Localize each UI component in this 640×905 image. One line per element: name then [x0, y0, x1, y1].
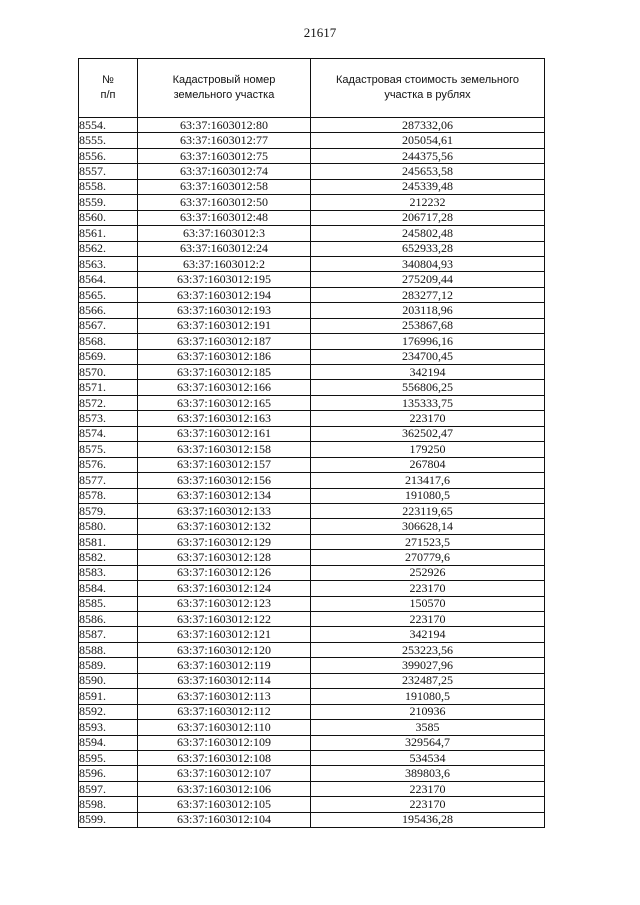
cadastral-id-cell: 63:37:1603012:120	[138, 642, 311, 657]
row-number-cell: 8559.	[79, 195, 138, 210]
cadastral-value-cell: 399027,96	[311, 658, 545, 673]
table-row	[79, 565, 545, 580]
cadastral-id-cell: 63:37:1603012:108	[138, 750, 311, 765]
row-number-cell: 8594.	[79, 735, 138, 750]
table-row	[79, 704, 545, 719]
cadastral-id-cell: 63:37:1603012:128	[138, 550, 311, 565]
cadastral-value-cell: 342194	[311, 365, 545, 380]
row-number-cell: 8596.	[79, 766, 138, 781]
cadastral-value-cell: 179250	[311, 442, 545, 457]
cadastral-id-cell: 63:37:1603012:186	[138, 349, 311, 364]
table-row	[79, 797, 545, 812]
table-row	[79, 148, 545, 163]
table-row	[79, 612, 545, 627]
cadastral-value-cell: 3585	[311, 720, 545, 735]
cadastral-value-cell: 150570	[311, 596, 545, 611]
cadastral-id-cell: 63:37:1603012:158	[138, 442, 311, 457]
cadastral-id-cell: 63:37:1603012:119	[138, 658, 311, 673]
table-row	[79, 195, 545, 210]
cadastral-id-cell: 63:37:1603012:121	[138, 627, 311, 642]
cadastral-value-cell: 212232	[311, 195, 545, 210]
cadastral-id-cell: 63:37:1603012:109	[138, 735, 311, 750]
row-number-cell: 8561.	[79, 226, 138, 241]
row-number-cell: 8573.	[79, 411, 138, 426]
header-cadastral-id	[138, 59, 311, 118]
table-row	[79, 627, 545, 642]
table-row	[79, 550, 545, 565]
table-row	[79, 179, 545, 194]
cadastral-value-cell: 176996,16	[311, 334, 545, 349]
cadastral-value-cell: 271523,5	[311, 534, 545, 549]
row-number-cell: 8578.	[79, 488, 138, 503]
row-number-cell: 8558.	[79, 179, 138, 194]
row-number-cell: 8564.	[79, 272, 138, 287]
cadastral-value-cell: 270779,6	[311, 550, 545, 565]
table-row	[79, 256, 545, 271]
cadastral-value-cell: 205054,61	[311, 133, 545, 148]
cadastral-id-cell: 63:37:1603012:110	[138, 720, 311, 735]
table-row	[79, 488, 545, 503]
header-cadastral-value-line1: Кадастровая стоимость земельного	[336, 74, 519, 86]
cadastral-value-cell: 223119,65	[311, 503, 545, 518]
row-number-cell: 8556.	[79, 148, 138, 163]
cadastral-value-cell: 232487,25	[311, 673, 545, 688]
cadastral-id-cell: 63:37:1603012:105	[138, 797, 311, 812]
row-number-cell: 8582.	[79, 550, 138, 565]
row-number-cell: 8584.	[79, 581, 138, 596]
cadastral-id-cell: 63:37:1603012:3	[138, 226, 311, 241]
cadastral-value-cell: 223170	[311, 612, 545, 627]
cadastral-value-cell: 340804,93	[311, 256, 545, 271]
cadastral-value-table	[78, 58, 545, 828]
cadastral-id-cell: 63:37:1603012:104	[138, 812, 311, 827]
cadastral-value-cell: 342194	[311, 627, 545, 642]
table-row	[79, 735, 545, 750]
cadastral-id-cell: 63:37:1603012:50	[138, 195, 311, 210]
row-number-cell: 8585.	[79, 596, 138, 611]
table-row	[79, 519, 545, 534]
cadastral-id-cell: 63:37:1603012:75	[138, 148, 311, 163]
table-row	[79, 750, 545, 765]
table-row	[79, 226, 545, 241]
table-row	[79, 503, 545, 518]
table-row	[79, 766, 545, 781]
cadastral-id-cell: 63:37:1603012:166	[138, 380, 311, 395]
cadastral-value-cell: 223170	[311, 411, 545, 426]
cadastral-value-cell: 253223,56	[311, 642, 545, 657]
row-number-cell: 8568.	[79, 334, 138, 349]
row-number-cell: 8567.	[79, 318, 138, 333]
table-row	[79, 457, 545, 472]
cadastral-id-cell: 63:37:1603012:193	[138, 303, 311, 318]
table-row	[79, 642, 545, 657]
cadastral-value-cell: 287332,06	[311, 118, 545, 133]
table-row	[79, 781, 545, 796]
table-row	[79, 812, 545, 827]
table-row	[79, 720, 545, 735]
cadastral-value-cell: 267804	[311, 457, 545, 472]
cadastral-value-cell: 329564,7	[311, 735, 545, 750]
row-number-cell: 8580.	[79, 519, 138, 534]
cadastral-value-cell: 223170	[311, 781, 545, 796]
cadastral-id-cell: 63:37:1603012:163	[138, 411, 311, 426]
table-row	[79, 395, 545, 410]
row-number-cell: 8563.	[79, 256, 138, 271]
row-number-cell: 8586.	[79, 612, 138, 627]
header-cadastral-value	[311, 59, 545, 118]
table-row	[79, 210, 545, 225]
cadastral-id-cell: 63:37:1603012:48	[138, 210, 311, 225]
table-row	[79, 318, 545, 333]
table-row	[79, 380, 545, 395]
cadastral-value-cell: 556806,25	[311, 380, 545, 395]
cadastral-value-cell: 195436,28	[311, 812, 545, 827]
cadastral-id-cell: 63:37:1603012:195	[138, 272, 311, 287]
row-number-cell: 8593.	[79, 720, 138, 735]
header-number-line1: №	[102, 74, 114, 86]
cadastral-id-cell: 63:37:1603012:185	[138, 365, 311, 380]
header-cadastral-id-line1: Кадастровый номер	[172, 74, 276, 86]
cadastral-id-cell: 63:37:1603012:133	[138, 503, 311, 518]
cadastral-value-cell: 203118,96	[311, 303, 545, 318]
table-row	[79, 241, 545, 256]
row-number-cell: 8571.	[79, 380, 138, 395]
row-number-cell: 8589.	[79, 658, 138, 673]
table-header	[79, 59, 545, 118]
table-row	[79, 164, 545, 179]
cadastral-value-cell: 245339,48	[311, 179, 545, 194]
table-row	[79, 534, 545, 549]
cadastral-id-cell: 63:37:1603012:112	[138, 704, 311, 719]
cadastral-value-cell: 275209,44	[311, 272, 545, 287]
row-number-cell: 8570.	[79, 365, 138, 380]
row-number-cell: 8574.	[79, 426, 138, 441]
cadastral-id-cell: 63:37:1603012:2	[138, 256, 311, 271]
table-row	[79, 581, 545, 596]
table-row	[79, 596, 545, 611]
table-row	[79, 658, 545, 673]
cadastral-value-cell: 234700,45	[311, 349, 545, 364]
cadastral-value-cell: 213417,6	[311, 473, 545, 488]
cadastral-id-cell: 63:37:1603012:165	[138, 395, 311, 410]
cadastral-value-cell: 191080,5	[311, 689, 545, 704]
cadastral-value-cell: 283277,12	[311, 287, 545, 302]
cadastral-value-cell: 306628,14	[311, 519, 545, 534]
table-row	[79, 426, 545, 441]
table-row	[79, 473, 545, 488]
header-number-line2: п/п	[100, 89, 116, 101]
table-row	[79, 411, 545, 426]
header-cadastral-value-line2: участка в рублях	[384, 89, 471, 101]
cadastral-id-cell: 63:37:1603012:134	[138, 488, 311, 503]
cadastral-id-cell: 63:37:1603012:161	[138, 426, 311, 441]
header-number	[79, 59, 138, 118]
cadastral-value-cell: 135333,75	[311, 395, 545, 410]
row-number-cell: 8576.	[79, 457, 138, 472]
cadastral-value-cell: 252926	[311, 565, 545, 580]
table-row	[79, 287, 545, 302]
table-row	[79, 118, 545, 133]
cadastral-id-cell: 63:37:1603012:194	[138, 287, 311, 302]
cadastral-value-cell: 652933,28	[311, 241, 545, 256]
cadastral-value-cell: 223170	[311, 797, 545, 812]
table-row	[79, 673, 545, 688]
cadastral-id-cell: 63:37:1603012:157	[138, 457, 311, 472]
table-row	[79, 689, 545, 704]
cadastral-id-cell: 63:37:1603012:122	[138, 612, 311, 627]
cadastral-value-cell: 534534	[311, 750, 545, 765]
cadastral-value-cell: 244375,56	[311, 148, 545, 163]
cadastral-id-cell: 63:37:1603012:58	[138, 179, 311, 194]
header-cadastral-id-line2: земельного участка	[173, 89, 275, 101]
cadastral-id-cell: 63:37:1603012:77	[138, 133, 311, 148]
cadastral-id-cell: 63:37:1603012:74	[138, 164, 311, 179]
table-row	[79, 349, 545, 364]
row-number-cell: 8598.	[79, 797, 138, 812]
cadastral-id-cell: 63:37:1603012:80	[138, 118, 311, 133]
row-number-cell: 8554.	[79, 118, 138, 133]
table-body	[79, 118, 545, 828]
cadastral-value-cell: 245802,48	[311, 226, 545, 241]
row-number-cell: 8565.	[79, 287, 138, 302]
cadastral-value-cell: 223170	[311, 581, 545, 596]
cadastral-value-cell: 253867,68	[311, 318, 545, 333]
cadastral-id-cell: 63:37:1603012:106	[138, 781, 311, 796]
cadastral-value-cell: 206717,28	[311, 210, 545, 225]
row-number-cell: 8572.	[79, 395, 138, 410]
row-number-cell: 8583.	[79, 565, 138, 580]
row-number-cell: 8592.	[79, 704, 138, 719]
cadastral-id-cell: 63:37:1603012:132	[138, 519, 311, 534]
row-number-cell: 8569.	[79, 349, 138, 364]
row-number-cell: 8581.	[79, 534, 138, 549]
row-number-cell: 8560.	[79, 210, 138, 225]
row-number-cell: 8555.	[79, 133, 138, 148]
cadastral-value-cell: 362502,47	[311, 426, 545, 441]
row-number-cell: 8595.	[79, 750, 138, 765]
table-row	[79, 334, 545, 349]
cadastral-id-cell: 63:37:1603012:156	[138, 473, 311, 488]
table-row	[79, 133, 545, 148]
row-number-cell: 8577.	[79, 473, 138, 488]
row-number-cell: 8597.	[79, 781, 138, 796]
row-number-cell: 8566.	[79, 303, 138, 318]
cadastral-value-cell: 389803,6	[311, 766, 545, 781]
row-number-cell: 8562.	[79, 241, 138, 256]
table-row	[79, 272, 545, 287]
cadastral-id-cell: 63:37:1603012:129	[138, 534, 311, 549]
row-number-cell: 8587.	[79, 627, 138, 642]
header-row	[79, 59, 545, 118]
cadastral-id-cell: 63:37:1603012:113	[138, 689, 311, 704]
row-number-cell: 8599.	[79, 812, 138, 827]
cadastral-id-cell: 63:37:1603012:187	[138, 334, 311, 349]
table-row	[79, 365, 545, 380]
row-number-cell: 8590.	[79, 673, 138, 688]
cadastral-id-cell: 63:37:1603012:107	[138, 766, 311, 781]
table-row	[79, 442, 545, 457]
cadastral-id-cell: 63:37:1603012:114	[138, 673, 311, 688]
cadastral-id-cell: 63:37:1603012:124	[138, 581, 311, 596]
cadastral-id-cell: 63:37:1603012:191	[138, 318, 311, 333]
cadastral-value-cell: 245653,58	[311, 164, 545, 179]
cadastral-id-cell: 63:37:1603012:123	[138, 596, 311, 611]
cadastral-value-cell: 191080,5	[311, 488, 545, 503]
row-number-cell: 8575.	[79, 442, 138, 457]
row-number-cell: 8579.	[79, 503, 138, 518]
table-row	[79, 303, 545, 318]
cadastral-id-cell: 63:37:1603012:24	[138, 241, 311, 256]
page-number: 21617	[303, 25, 337, 40]
cadastral-value-cell: 210936	[311, 704, 545, 719]
row-number-cell: 8557.	[79, 164, 138, 179]
cadastral-id-cell: 63:37:1603012:126	[138, 565, 311, 580]
row-number-cell: 8591.	[79, 689, 138, 704]
row-number-cell: 8588.	[79, 642, 138, 657]
